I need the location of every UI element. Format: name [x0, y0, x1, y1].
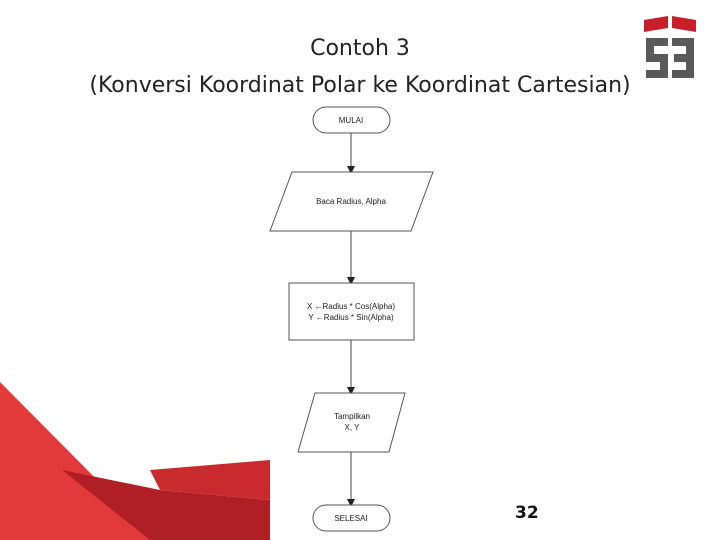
slide-title-line2: (Konversi Koordinat Polar ke Koordinat Cartesian): [89, 73, 631, 98]
flowchart-input-label: Baca Radius, Alpha: [316, 197, 386, 206]
slide-title-line1: Contoh 3: [310, 36, 410, 61]
flowchart-output-line2: X, Y: [344, 423, 360, 432]
flowchart-end-label: SELESAI: [334, 514, 368, 523]
page-number: 32: [515, 503, 539, 523]
flowchart-output-line1: Tampilkan: [333, 412, 371, 421]
flowchart-start-label: MULAI: [338, 116, 364, 125]
flowchart-process-line2: Y ←Radius * Sin(Alpha): [308, 313, 394, 322]
flowchart-process-line1: X ←Radius * Cos(Alpha): [306, 302, 396, 311]
flowchart-process-box: [289, 283, 414, 340]
